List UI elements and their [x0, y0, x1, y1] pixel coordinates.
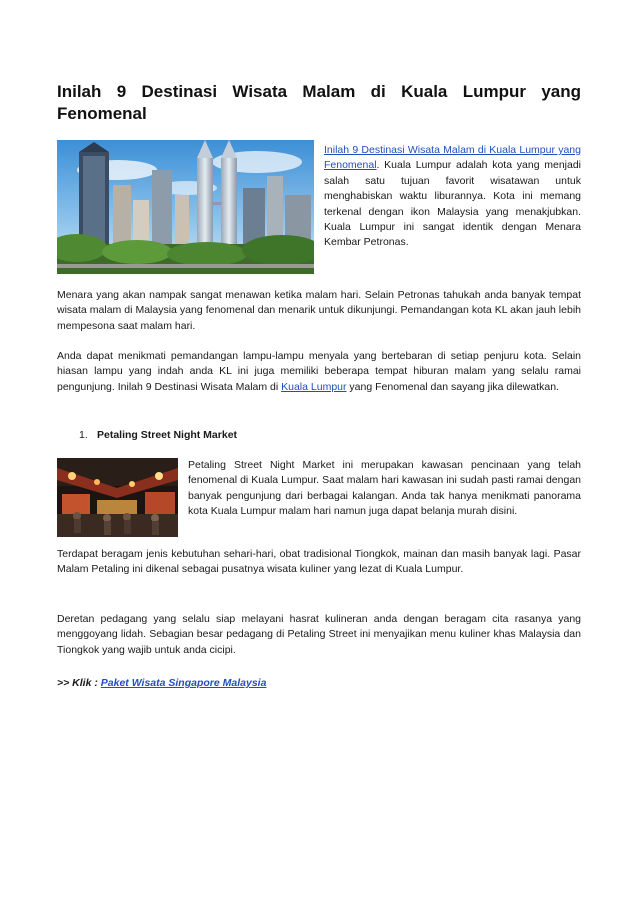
kuala-lumpur-link[interactable]: Kuala Lumpur	[281, 380, 347, 393]
kuala-lumpur-skyline-image	[57, 140, 314, 274]
list-item-number: 1.	[79, 429, 88, 441]
list-item-heading: Petaling Street Night Market	[97, 429, 238, 441]
intro-title-link[interactable]: Inilah 9 Destinasi Wisata Malam di Kuala Lumpur yang Fenomenal	[324, 144, 581, 172]
paragraph-2-text-before: Anda dapat menikmati pemandangan lampu-lampu menyala yang bertebaran di setiap penjuru kota. Selain hiasan lampu yang indah anda KL ini juga memiliki beberapa tempat hiburan malam yang selalu ramai pengunjung. Inilah 9 Destinasi Wisata Malam di	[57, 350, 581, 393]
paragraph-3: Terdapat beragam jenis kebutuhan sehari-hari, obat tradisional Tiongkok, mainan dan masih banyak lagi. Pasar Malam Petaling ini dikenal sebagai pusatnya wisata kuliner yang lezat di Kuala Lumpur.	[57, 548, 581, 576]
page-title: Inilah 9 Destinasi Wisata Malam di Kuala Lumpur yang Fenomenal	[57, 82, 581, 123]
list-item	[79, 428, 579, 443]
paragraph-4: Deretan pedagang yang selalu siap melayani hasrat kulineran anda dengan beragam cita rasanya yang menggoyang lidah. Sebagian besar pedagang di Petaling Street ini menyajikan menu kuliner khas Malaysia dan Tiongkok yang wajib untuk anda cicipi.	[57, 613, 581, 656]
petaling-street-night-image	[57, 458, 178, 537]
intro-paragraph	[324, 143, 581, 251]
paket-wisata-link[interactable]: Paket Wisata Singapore Malaysia	[100, 677, 267, 689]
klik-prefix: >> Klik :	[57, 677, 101, 689]
paragraph-1: Menara yang akan nampak sangat menawan ketika malam hari. Selain Petronas tahukah anda banyak tempat wisata malam di Malaysia yang fenomenal dan menarik untuk dikunjungi. Pemandangan kota KL akan jauh lebih mempesona saat malam hari.	[57, 289, 581, 332]
paragraph-2-text-after: yang Fenomenal dan sayang jika dilewatkan.	[346, 380, 559, 393]
intro-text: . Kuala Lumpur adalah kota yang menjadi salah satu tujuan favorit wisatawan untuk menghabiskan waktu liburannya. Kota ini memang terkenal dengan ikon Malaysia yang menakjubkan. Kuala Lumpur ini sangat identik dengan Menara Kembar Petronas.	[324, 159, 581, 249]
paragraph-2	[57, 349, 581, 395]
petaling-paragraph: Petaling Street Night Market ini merupakan kawasan pencinaan yang telah fenomenal di Kuala Lumpur. Saat malam hari kawasan ini sudah pasti ramai dengan banyak pengunjung dari berbagai kalangan. Anda tak hanya menikmati panorama kota Kuala Lumpur malam hari namun juga dapat belanja murah disini.	[188, 459, 581, 518]
klik-line	[57, 676, 577, 691]
